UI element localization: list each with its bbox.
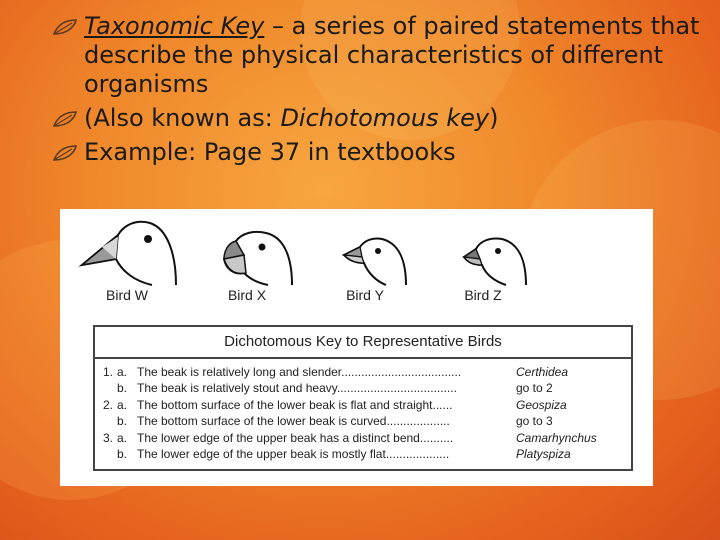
- bullet-text: Example: Page 37 in textbooks: [84, 138, 456, 166]
- key-statement: The lower edge of the upper beak has a distinct bend: [137, 430, 420, 445]
- dichotomous-key-table: [93, 325, 633, 471]
- key-option-letter: b.: [117, 446, 128, 461]
- bullet-suffix: ): [489, 104, 499, 132]
- bird-label: Bird Z: [464, 287, 502, 303]
- key-leader-dots: ....................................: [336, 381, 457, 396]
- bird-label: Bird X: [227, 287, 267, 303]
- key-table-title: Dichotomous Key to Representative Birds: [95, 327, 631, 359]
- key-rows: [95, 359, 631, 462]
- bullet-prefix: (Also known as:: [84, 104, 281, 132]
- bird-label: Bird W: [106, 287, 148, 303]
- bullet-text: – a series of paired statements that describe the physical characteristics of different organisms: [84, 12, 700, 98]
- key-row: [103, 397, 631, 413]
- key-leader-dots: ..........: [419, 430, 454, 445]
- key-option-letter: a.: [117, 430, 128, 445]
- key-option-letter: a.: [117, 397, 128, 412]
- bird-w-head-illustration: [72, 215, 182, 287]
- key-option-letter: b.: [117, 414, 128, 429]
- key-result: go to 3: [516, 414, 553, 429]
- key-row: [103, 364, 631, 380]
- key-statement: The bottom surface of the lower beak is curved: [137, 414, 387, 429]
- key-statement: The beak is relatively stout and heavy: [137, 381, 337, 396]
- term-taxonomic-key: Taxonomic Key: [84, 12, 265, 40]
- key-option-letter: a.: [117, 365, 128, 379]
- key-statement: The beak is relatively long and slender: [137, 365, 342, 379]
- key-row: [103, 380, 631, 396]
- key-leader-dots: ...................: [386, 414, 450, 429]
- key-result: Platyspiza: [516, 446, 571, 461]
- leaf-bullet-icon: [52, 144, 78, 162]
- key-statement: The lower edge of the upper beak is mostly flat: [137, 446, 386, 461]
- bird-z-head-illustration: [428, 215, 538, 287]
- term-dichotomous-key: Dichotomous key: [280, 104, 490, 132]
- key-row: [103, 430, 631, 446]
- key-row: [103, 413, 631, 429]
- key-leader-dots: ......: [432, 397, 453, 412]
- key-result: Certhidea: [516, 365, 569, 379]
- bullet-item-example: [52, 138, 712, 167]
- key-leader-dots: ....................................: [341, 365, 462, 379]
- bullet-list: [52, 12, 712, 172]
- key-statement: The bottom surface of the lower beak is flat and straight: [137, 397, 433, 412]
- leaf-bullet-icon: [52, 110, 78, 128]
- key-result: go to 2: [516, 381, 553, 396]
- bullet-item-taxonomic-key: [52, 12, 712, 99]
- key-step-number: 1.: [103, 365, 114, 379]
- bird-y-head-illustration: [310, 215, 420, 287]
- key-step-number: 2.: [103, 397, 114, 412]
- key-row: [103, 446, 631, 462]
- key-option-letter: b.: [117, 381, 128, 396]
- bird-label: Bird Y: [346, 287, 384, 303]
- key-result: Geospiza: [516, 397, 567, 412]
- bullet-item-also-known-as: [52, 104, 712, 133]
- leaf-bullet-icon: [52, 18, 78, 36]
- bird-x-head-illustration: [192, 215, 302, 287]
- bird-key-figure: [60, 209, 653, 486]
- key-step-number: 3.: [103, 430, 114, 445]
- key-result: Camarhynchus: [516, 430, 597, 445]
- key-leader-dots: ...................: [385, 446, 450, 461]
